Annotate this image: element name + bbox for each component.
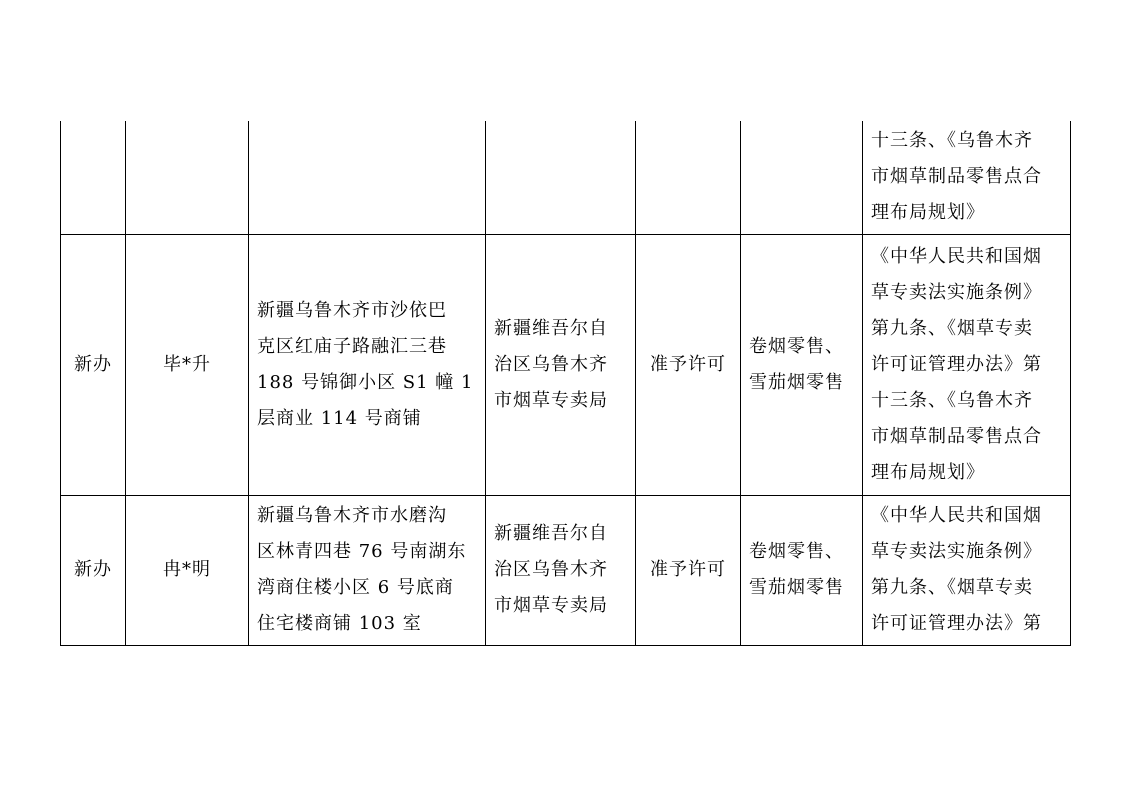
authority-line: 治区乌鲁木齐: [494, 353, 608, 375]
scope-cell: [741, 234, 863, 495]
basis-line: 理布局规划》: [871, 461, 985, 483]
address-cell: [249, 495, 486, 645]
scope-cell: [741, 121, 863, 234]
authority-cell: [486, 234, 636, 495]
table-row: [61, 234, 1071, 495]
basis-line: 理布局规划》: [871, 202, 985, 224]
authority-line: 市烟草专卖局: [494, 389, 608, 411]
scope-cell: [741, 495, 863, 645]
table-row: [61, 495, 1071, 645]
basis-line: 草专卖法实施条例》: [871, 541, 1042, 562]
scope-line: 雪茄烟零售: [749, 371, 844, 393]
scope-line: 卷烟零售、: [749, 541, 844, 562]
basis-cell: [863, 121, 1071, 234]
authority-line: 新疆维吾尔自: [494, 523, 608, 544]
address-cell: [249, 121, 486, 234]
basis-cell: [863, 234, 1071, 495]
basis-line: 市烟草制品零售点合: [871, 166, 1042, 188]
basis-line: 许可证管理办法》第: [871, 353, 1042, 375]
basis-line: 市烟草制品零售点合: [871, 425, 1042, 447]
address-line: 层商业 114 号商铺: [257, 407, 422, 429]
basis-line: 第九条、《烟草专卖: [871, 577, 1033, 598]
decision-cell: 准予许可: [636, 234, 741, 495]
basis-line: 草专卖法实施条例》: [871, 281, 1042, 303]
license-table: [60, 121, 1071, 646]
type-cell: [61, 121, 126, 234]
basis-line: 《中华人民共和国烟: [871, 245, 1042, 267]
decision-cell: [636, 121, 741, 234]
address-line: 188 号锦御小区 S1 幢 1: [257, 371, 474, 393]
scope-line: 雪茄烟零售: [749, 577, 844, 598]
authority-line: 新疆维吾尔自: [494, 317, 608, 339]
basis-cell: [863, 495, 1071, 645]
address-line: 克区红庙子路融汇三巷: [257, 335, 447, 357]
address-line: 区林青四巷 76 号南湖东: [257, 541, 467, 562]
authority-line: 市烟草专卖局: [494, 595, 608, 616]
authority-cell: [486, 121, 636, 234]
basis-line: 十三条、《乌鲁木齐: [871, 389, 1033, 411]
address-cell: [249, 234, 486, 495]
name-cell: 冉*明: [126, 495, 249, 645]
name-cell: 毕*升: [126, 234, 249, 495]
basis-line: 《中华人民共和国烟: [871, 505, 1042, 526]
decision-cell: 准予许可: [636, 495, 741, 645]
table-row: [61, 121, 1071, 234]
authority-line: 治区乌鲁木齐: [494, 559, 608, 580]
scope-line: 卷烟零售、: [749, 335, 844, 357]
basis-line: 第九条、《烟草专卖: [871, 317, 1033, 339]
name-cell: [126, 121, 249, 234]
address-line: 新疆乌鲁木齐市水磨沟: [257, 505, 447, 526]
authority-cell: [486, 495, 636, 645]
address-line: 新疆乌鲁木齐市沙依巴: [257, 299, 447, 321]
basis-line: 十三条、《乌鲁木齐: [871, 130, 1033, 152]
address-line: 湾商住楼小区 6 号底商: [257, 577, 454, 598]
basis-line: 许可证管理办法》第: [871, 613, 1042, 634]
address-line: 住宅楼商铺 103 室: [257, 613, 422, 634]
type-cell: 新办: [61, 234, 126, 495]
type-cell: 新办: [61, 495, 126, 645]
